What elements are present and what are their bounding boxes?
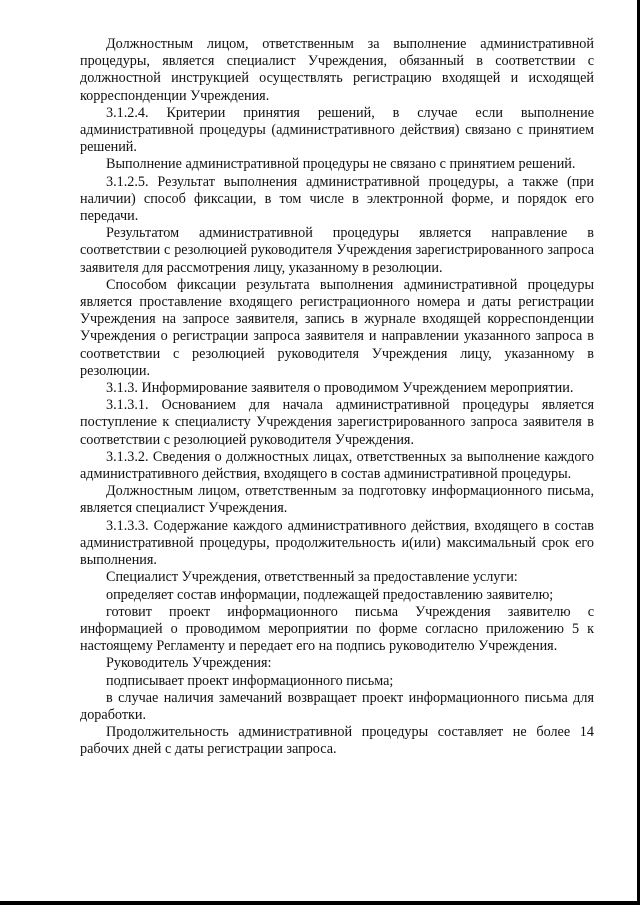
paragraph-responsible-person-registration: Должностным лицом, ответственным за выполнение административной процедуры, является специалист Учреждения, обязанный в соответствии с должностной инструкцией осуществлять регистрацию входящей и исходящей корреспонденции Учреждения.: [80, 36, 594, 104]
paragraph-determines-info: определяет состав информации, подлежащей предоставлению заявителю;: [106, 586, 554, 603]
paragraph-3-1-3-3-content: 3.1.3.3. Содержание каждого административного действия, входящего в состав административной процедуры, продолжительность и(или) максимальный срок его выполнения.: [80, 517, 594, 569]
paragraph-3-1-3-1-basis: 3.1.3.1. Основанием для начала административной процедуры является поступление к специалисту Учреждения зарегистрированного запроса заявителя в соответствии с резолюцией руководителя Учреждения.: [80, 397, 594, 448]
paragraph-3-1-2-4-criteria: 3.1.2.4. Критерии принятия решений, в случае если выполнение административной процедуры (административного действия) связано с принятием решений.: [80, 104, 594, 156]
paragraph-3-1-3-2-officials: 3.1.3.2. Сведения о должностных лицах, ответственных за выполнение каждого административного действия, входящего в состав административной процедуры.: [80, 448, 594, 483]
document-body: [80, 36, 594, 759]
paragraph-3-1-2-5-result: 3.1.2.5. Результат выполнения административной процедуры, а также (при наличии) способ фиксации, в том числе в электронной форме, и порядок его передачи.: [80, 173, 594, 225]
paragraph-prepares-letter: готовит проект информационного письма Учреждения заявителю с информацией о проводимом мероприятии по форме согласно приложению 5 к настоящему Регламенту и передает его на подпись руководителю Учреждения.: [80, 603, 594, 655]
paragraph-returns-letter: в случае наличия замечаний возвращает проект информационного письма для доработки.: [80, 689, 594, 723]
paragraph-fixation-method: Способом фиксации результата выполнения административной процедуры является проставление входящего регистрационного номера и даты регистрации Учреждения на запросе заявителя, запись в журнале входящей корреспонденции Учреждения о регистрации запроса заявителя и направлении указанного запроса в соответствии с резолюцией руководителя Учреждения лицу, указанному в резолюции.: [80, 276, 594, 379]
paragraph-no-decisions: Выполнение административной процедуры не связано с принятием решений.: [106, 156, 576, 173]
paragraph-specialist-heading: Специалист Учреждения, ответственный за предоставление услуги:: [106, 569, 518, 586]
paragraph-3-1-3-informing: 3.1.3. Информирование заявителя о проводимом Учреждением мероприятии.: [106, 380, 574, 397]
paragraph-head-heading: Руководитель Учреждения:: [106, 655, 272, 672]
paragraph-duration: Продолжительность административной процедуры составляет не более 14 рабочих дней с даты регистрации запроса.: [80, 724, 594, 758]
paragraph-result-description: Результатом административной процедуры является направление в соответствии с резолюцией руководителя Учреждения зарегистрированного запроса заявителя для рассмотрения лицу, указанному в резолюции.: [80, 225, 594, 276]
paragraph-signs-letter: подписывает проект информационного письма;: [106, 672, 394, 689]
paragraph-responsible-letter: Должностным лицом, ответственным за подготовку информационного письма, является специалист Учреждения.: [80, 483, 594, 517]
